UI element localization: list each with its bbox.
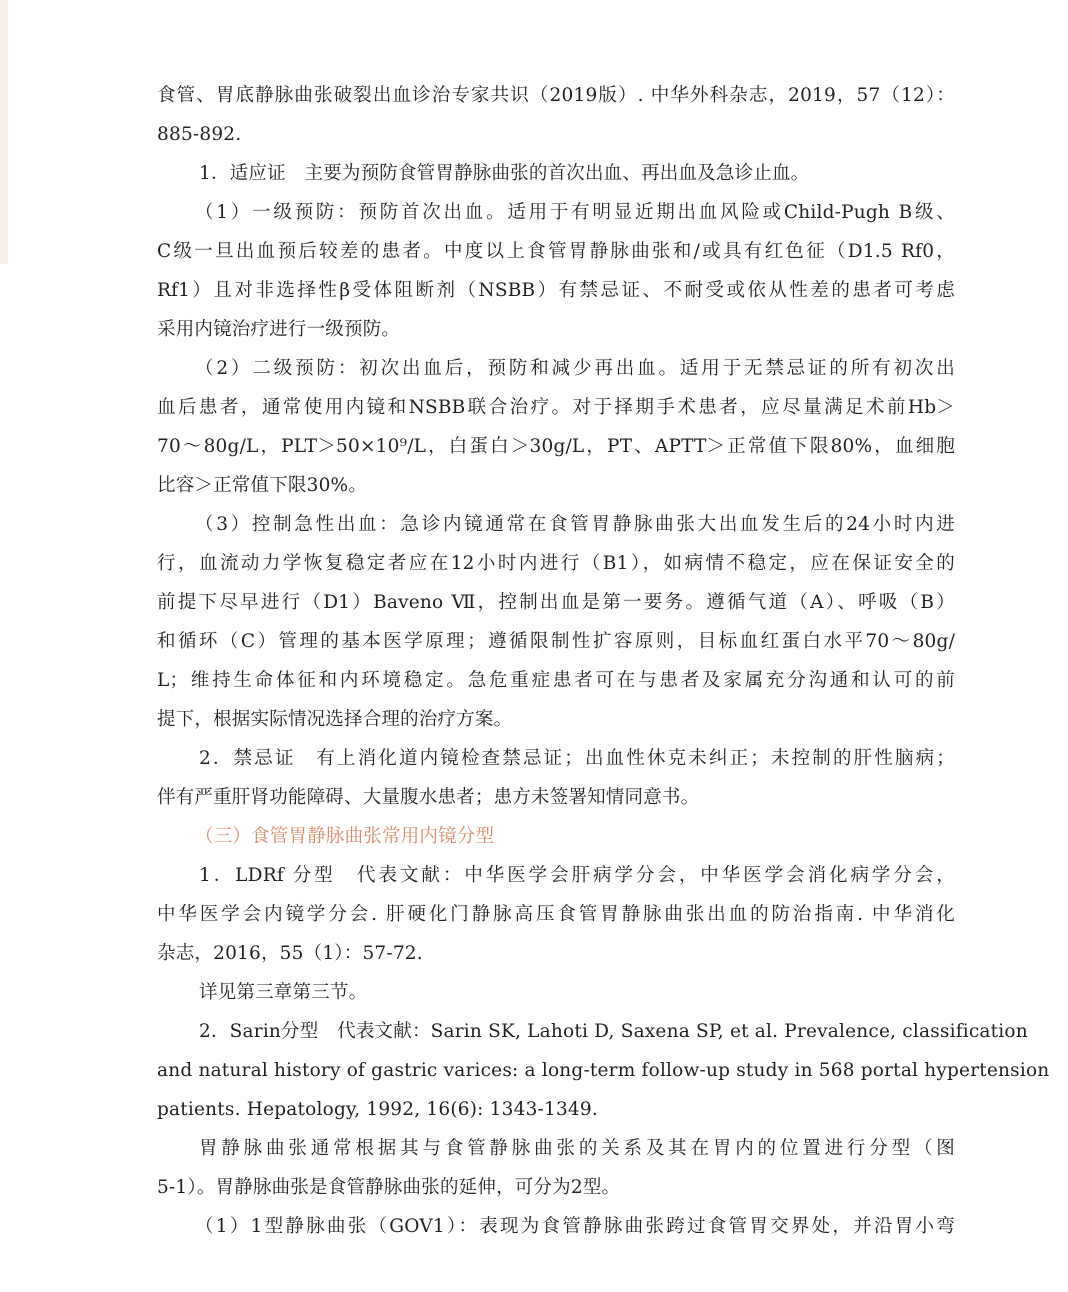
text-line: 中华医学会内镜学分会. 肝硬化门静脉高压食管胃静脉曲张出血的防治指南. 中华消化	[157, 904, 955, 925]
section-sarin: 2．Sarin分型 代表文献：Sarin SK, Lahoti D, Saxena SP, et al. Prevalence, classification	[199, 1021, 1028, 1042]
text-line: 和循环（C）管理的基本医学原理；遵循限制性扩容原则，目标血红蛋白水平70～80g/	[157, 631, 955, 652]
text-line: （1）一级预防：预防首次出血。适用于有明显近期出血风险或Child-Pugh B级、	[195, 202, 955, 223]
section-ldrf: 1．LDRf 分型 代表文献：中华医学会肝病学分会，中华医学会消化病学分会，	[199, 865, 955, 886]
text-line: 前提下尽早进行（D1）Baveno Ⅶ，控制出血是第一要务。遵循气道（A）、呼吸（B）	[157, 592, 955, 613]
text-line: 血后患者，通常使用内镜和NSBB联合治疗。对于择期手术患者，应尽量满足术前Hb＞	[157, 397, 955, 418]
text-line: C级一旦出血预后较差的患者。中度以上食管胃静脉曲张和/或具有红色征（D1.5 Rf0，	[157, 241, 955, 262]
text-line: 提下，根据实际情况选择合理的治疗方案。	[157, 709, 513, 730]
section-indications: 1．适应证 主要为预防食管胃静脉曲张的首次出血、再出血及急诊止血。	[199, 163, 810, 184]
text-line: 伴有严重肝肾功能障碍、大量腹水患者；患方未签署知情同意书。	[157, 787, 700, 808]
text-line: 食管、胃底静脉曲张破裂出血诊治专家共识（2019版）. 中华外科杂志，2019，57（12）：	[157, 85, 955, 106]
text-line: Rf1）且对非选择性β受体阻断剂（NSBB）有禁忌证、不耐受或依从性差的患者可考虑	[157, 280, 955, 301]
text-line: 杂志，2016，55（1）：57-72.	[157, 943, 423, 964]
text-line: 采用内镜治疗进行一级预防。	[157, 319, 401, 340]
text-line: L；维持生命体征和内环境稳定。急危重症患者可在与患者及家属充分沟通和认可的前	[157, 670, 955, 691]
text-line: （3）控制急性出血：急诊内镜通常在食管胃静脉曲张大出血发生后的24小时内进	[195, 514, 955, 535]
text-line: 5-1）。胃静脉曲张是食管静脉曲张的延伸，可分为2型。	[157, 1177, 621, 1198]
text-line: （2）二级预防：初次出血后，预防和减少再出血。适用于无禁忌证的所有初次出	[195, 358, 955, 379]
text-line: 详见第三章第三节。	[199, 982, 368, 1003]
text-line: and natural history of gastric varices: a long-term follow-up study in 568 portal hypertension	[157, 1060, 1050, 1081]
text-line: 885-892.	[157, 124, 242, 145]
text-line: 行，血流动力学恢复稳定者应在12小时内进行（B1），如病情不稳定，应在保证安全的	[157, 553, 955, 574]
text-line: patients. Hepatology, 1992, 16(6): 1343-1349.	[157, 1099, 598, 1120]
text-line: 胃静脉曲张通常根据其与食管静脉曲张的关系及其在胃内的位置进行分型（图	[199, 1138, 955, 1159]
text-line: 比容＞正常值下限30%。	[157, 475, 368, 496]
section-contraindications: 2．禁忌证 有上消化道内镜检查禁忌证；出血性休克未纠正；未控制的肝性脑病；	[199, 748, 955, 769]
text-line: 70～80g/L，PLT＞50×10⁹/L，白蛋白＞30g/L，PT、APTT＞正常值下限80%，血细胞	[157, 436, 955, 457]
section-heading: （三）食管胃静脉曲张常用内镜分型	[195, 826, 495, 847]
margin-tab	[0, 0, 8, 264]
text-line: （1）1型静脉曲张（GOV1）：表现为食管静脉曲张跨过食管胃交界处，并沿胃小弯	[195, 1216, 955, 1237]
